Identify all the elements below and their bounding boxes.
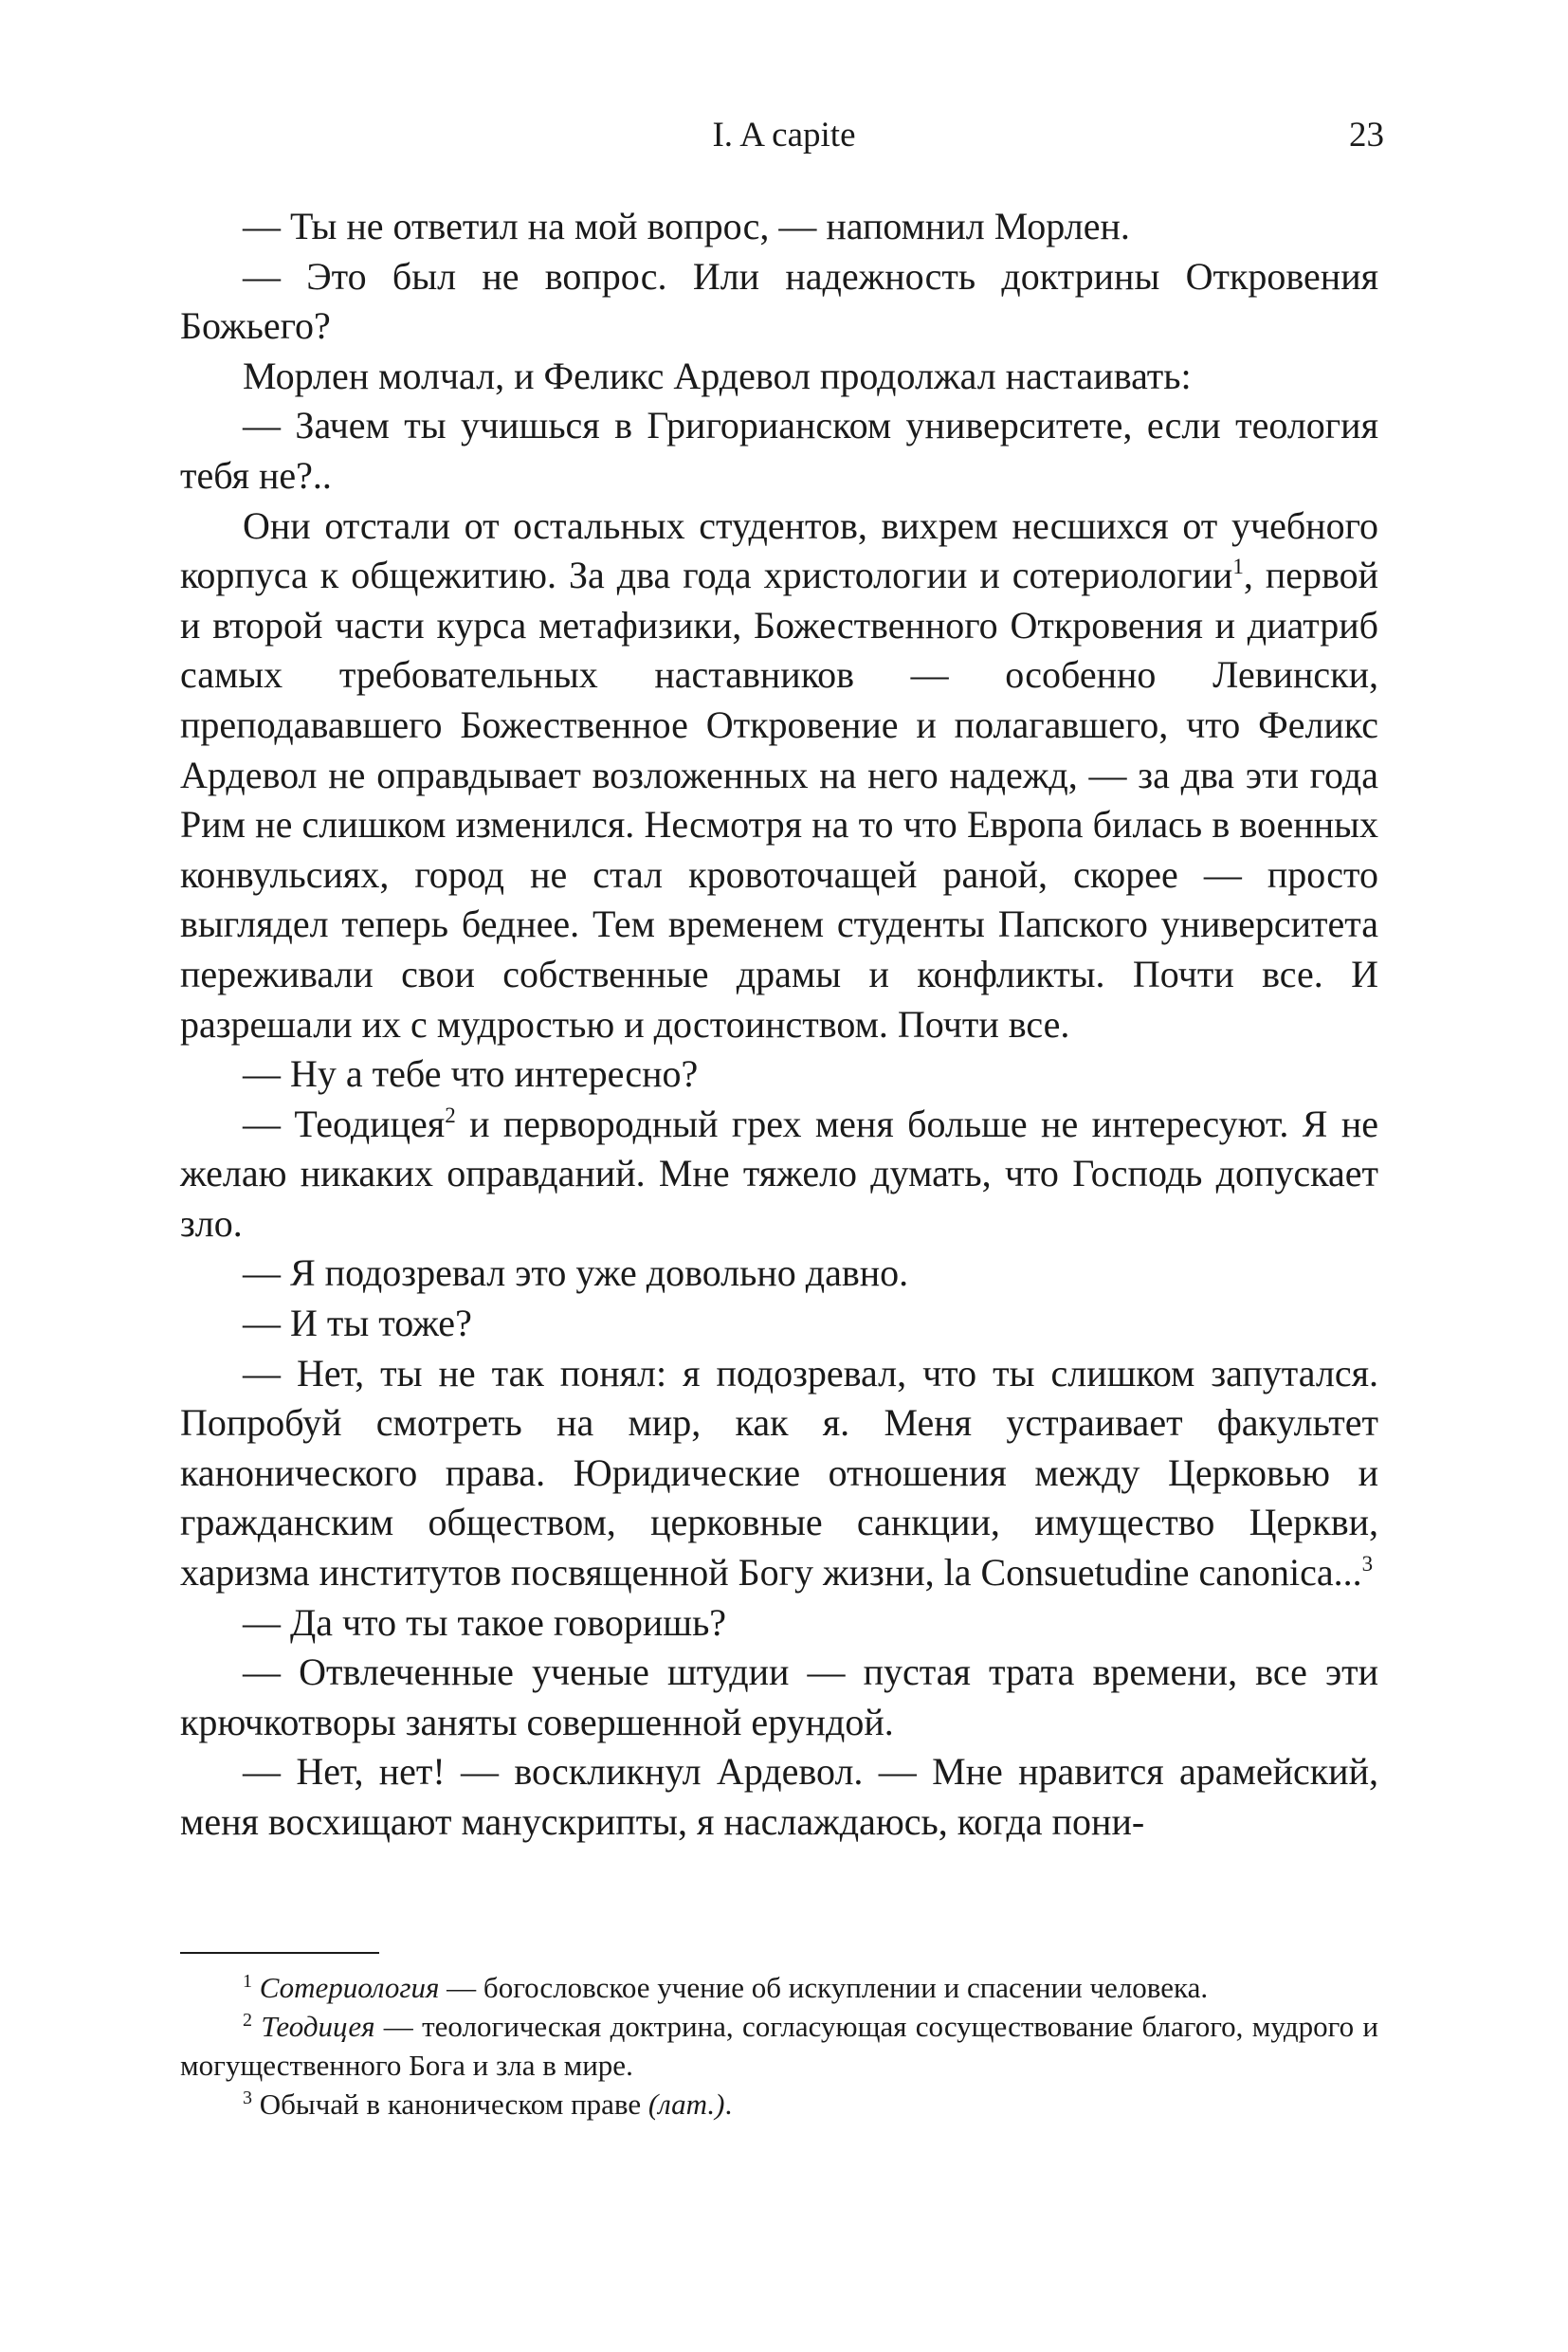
paragraph: [180, 1648, 1378, 1747]
footnote-text: — богословское учение об искуплении и спасении человека.: [439, 1971, 1209, 2004]
paragraph-text: — Зачем ты учишься в Григорианском университете, если теология тебя не?..: [180, 404, 1378, 497]
footnote-tail: .: [724, 2088, 733, 2121]
paragraph: [180, 1747, 1378, 1847]
paragraph: [180, 1299, 1378, 1349]
paragraph-text: — Нет, ты не так понял: я подозревал, что ты слишком запутался. Попробуй смотреть на мир, как я. Меня устраивает факультет канонического права. Юридические отношения между Церковью и гражданским обществом, церковные санкции, имущество Церкви, харизма институтов посвященной Богу жизни, la Consuetudine canonica...: [180, 1351, 1378, 1595]
footnote-mark: 2: [243, 2010, 252, 2031]
paragraph-text: Они отстали от остальных студентов, вихрем несшихся от учебного корпуса к общежитию. За два года христологии и сотериологии: [180, 503, 1378, 597]
paragraph-text: , первой и второй части курса метафизики, Божественного Откровения и диатриб самых требовательных наставников — особенно Левински, преподававшего Божественное Откровение и полагавшего, что Феликс Ардевол не оправдывает возложенных на него надежд, — за два эти года Рим не слишком изменился. Несмотря на то что Европа билась в военных конвульсиях, город не стал кровоточащей раной, скорее — просто выглядел теперь беднее. Тем временем студенты Папского университета переживали свои собственные драмы и конфликты. Почти все. И разрешали их с мудростью и достоинством. Почти все.: [180, 554, 1378, 1046]
footnote-2: [180, 2007, 1378, 2085]
running-title: I. A capite: [712, 116, 856, 155]
paragraph-text: — Нет, нет! — воскликнул Ардевол. — Мне нравится арамейский, меня восхищают манускрипты, я наслаждаюсь, когда пони-: [180, 1750, 1378, 1843]
footnote-text: Обычай в каноническом праве: [252, 2088, 648, 2121]
paragraph: [180, 1100, 1378, 1249]
paragraph: [180, 1049, 1378, 1100]
footnote-term: Теодицея: [261, 2010, 375, 2043]
paragraph: [180, 501, 1378, 1050]
paragraph-text: — Я подозревал это уже довольно давно.: [243, 1251, 909, 1295]
paragraph: [180, 202, 1378, 252]
footnote-mark: 3: [243, 2088, 252, 2108]
paragraph: [180, 1598, 1378, 1649]
footnote-divider: [180, 1952, 379, 1954]
footnote-3: [180, 2085, 1378, 2124]
paragraph-text: — Да что ты такое говоришь?: [243, 1600, 727, 1644]
footnote-ref-2[interactable]: 2: [445, 1103, 456, 1127]
paragraph-text: — Это был не вопрос. Или надежность доктрины Откровения Божьего?: [180, 254, 1378, 348]
paragraph: [180, 352, 1378, 402]
footnotes: [180, 1968, 1378, 2124]
paragraph-text: — Ну а тебе что интересно?: [243, 1052, 699, 1096]
paragraph-text: Морлен молчал, и Феликс Ардевол продолжал настаивать:: [243, 354, 1192, 397]
footnote-1: [180, 1968, 1378, 2007]
paragraph: [180, 1349, 1378, 1598]
footnote-note: (лат.): [647, 2088, 725, 2121]
paragraph-text: — Отвлеченные ученые штудии — пустая трата времени, все эти крючкотворы заняты совершенной ерундой.: [180, 1650, 1378, 1743]
footnote-term: Сотериология: [259, 1971, 440, 2004]
footnote-ref-3[interactable]: 3: [1361, 1552, 1374, 1577]
page-number: 23: [1349, 116, 1384, 155]
footnote-ref-1[interactable]: 1: [1232, 555, 1244, 579]
paragraph-text: — И ты тоже?: [243, 1302, 472, 1345]
paragraph-text: — Теодицея: [243, 1102, 446, 1145]
running-head: [0, 112, 1568, 159]
paragraph-text: и первородный грех меня больше не интересуют. Я не желаю никаких оправданий. Мне тяжело думать, что Господь допускает зло.: [180, 1102, 1378, 1245]
main-text: [180, 202, 1378, 1848]
paragraph: [180, 252, 1378, 352]
paragraph: [180, 401, 1378, 501]
footnote-mark: 1: [243, 1971, 252, 1992]
footnote-text: — теологическая доктрина, согласующая сосуществование благого, мудрого и могущественного Бога и зла в мире.: [180, 2010, 1378, 2082]
paragraph-text: — Ты не ответил на мой вопрос, — напомнил Морлен.: [243, 205, 1130, 247]
paragraph: [180, 1249, 1378, 1299]
